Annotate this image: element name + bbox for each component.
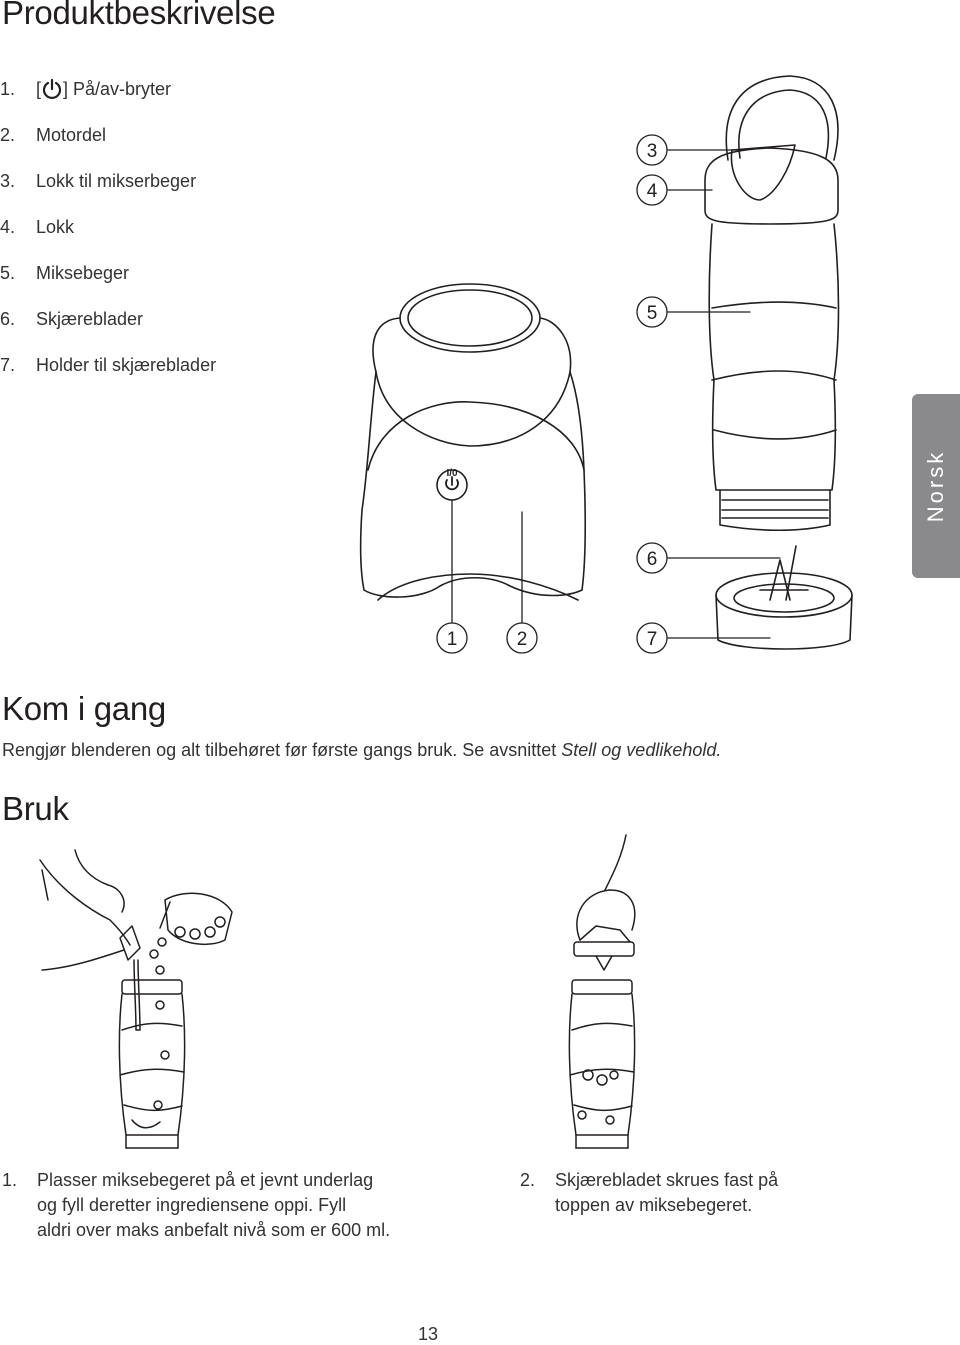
usage-illustrations <box>0 830 960 1160</box>
callout-4 <box>637 175 667 205</box>
callout-markers <box>437 135 667 653</box>
attach-blade-illustration <box>569 835 634 1148</box>
callout-7 <box>637 623 667 653</box>
page-number: 13 <box>418 1324 439 1344</box>
svg-text:4: 4 <box>646 181 658 202</box>
usage-step-2 <box>520 1168 920 1218</box>
usage-step-1 <box>2 1168 462 1242</box>
language-tab-label: Norsk <box>923 449 949 523</box>
step-text-line: Plasser miksebegeret på et jevnt underlag <box>37 1170 374 1190</box>
blade-holder-illustration <box>716 546 852 649</box>
blender-cup-illustration <box>705 76 839 530</box>
step-text-line: og fyll deretter ingrediensene oppi. Fyll <box>37 1195 347 1215</box>
step-text-line: aldri over maks anbefalt nivå som er 600 ml. <box>37 1220 391 1240</box>
item-label: Skjæreblader <box>36 309 144 329</box>
item-label: Lokk til mikserbeger <box>36 171 197 191</box>
callout-2 <box>507 623 537 653</box>
item-number: 7. <box>0 355 16 375</box>
svg-text:1: 1 <box>446 629 458 650</box>
item-number: 2. <box>0 125 16 145</box>
motor-base-illustration <box>361 284 586 600</box>
item-label: Miksebeger <box>36 263 130 283</box>
language-tab <box>912 394 960 578</box>
svg-text:5: 5 <box>646 303 658 324</box>
svg-text:7: 7 <box>646 629 658 650</box>
item-number: 4. <box>0 217 16 237</box>
item-label: ] På/av-bryter <box>63 79 172 99</box>
manual-reference: Stell og vedlikehold. <box>561 740 722 760</box>
item-number: 5. <box>0 263 16 283</box>
switch-label: I/0 <box>446 468 458 479</box>
step-number: 1. <box>2 1170 18 1190</box>
step-number: 2. <box>520 1170 536 1190</box>
page-title: Produktbeskrivelse <box>2 0 276 31</box>
item-label: Motordel <box>36 125 107 145</box>
callout-5 <box>637 297 667 327</box>
item-label: Lokk <box>36 217 75 237</box>
usage-heading: Bruk <box>2 790 69 827</box>
step-text-line: Skjærebladet skrues fast på <box>555 1170 779 1190</box>
callout-6 <box>637 543 667 573</box>
callout-1 <box>437 623 467 653</box>
svg-text:6: 6 <box>646 549 658 570</box>
getting-started-text: Rengjør blenderen og alt tilbehøret før første gangs bruk. Se avsnittet Stell og vedlikehold. <box>2 740 722 760</box>
item-number: 6. <box>0 309 16 329</box>
callout-3 <box>637 135 667 165</box>
pour-ingredients-illustration <box>40 850 232 1148</box>
item-number: 1. <box>0 79 16 99</box>
svg-text:2: 2 <box>516 629 528 650</box>
step-text-line: toppen av miksebegeret. <box>555 1195 753 1215</box>
item-label: Holder til skjæreblader <box>36 355 217 375</box>
item-number: 3. <box>0 171 16 191</box>
bracket-open: [ <box>36 79 42 99</box>
svg-text:3: 3 <box>646 141 658 162</box>
getting-started-heading: Kom i gang <box>2 690 166 727</box>
